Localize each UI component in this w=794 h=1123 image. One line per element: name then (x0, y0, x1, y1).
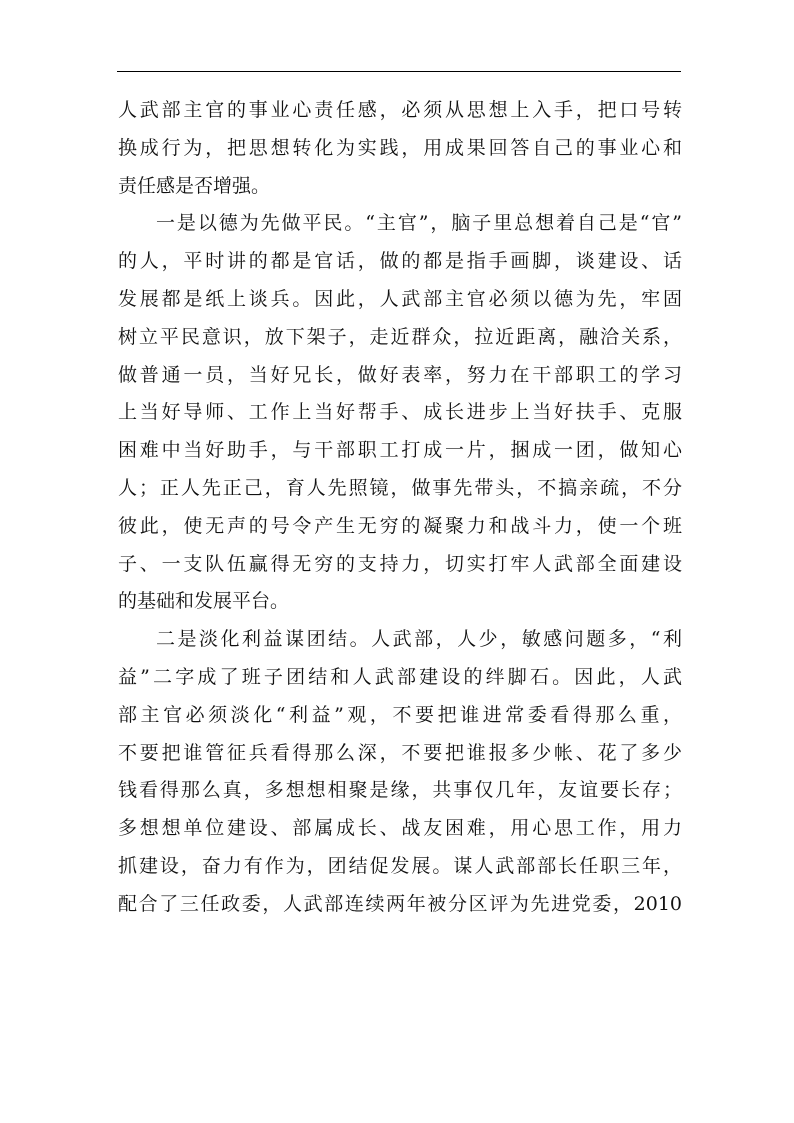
text-line: 子、一支队伍赢得无穷的支持力，切实打牢人武部全面建设 (118, 552, 682, 575)
text-line: 的基础和发展平台。 (118, 590, 290, 613)
text-line: 不要把谁管征兵看得那么深，不要把谁报多少帐、花了多少 (118, 741, 682, 764)
text-line: 部主官必须淡化“利益”观，不要把谁进常委看得那么重， (118, 703, 682, 726)
text-line: 抓建设，奋力有作为，团结促发展。谋人武部部长任职三年， (118, 854, 682, 877)
text-line: 人武部主官的事业心责任感，必须从思想上入手，把口号转 (118, 99, 682, 121)
text-line: 彼此，使无声的号令产生无穷的凝聚力和战斗力，使一个班 (118, 514, 682, 537)
body-text (118, 92, 682, 924)
text-line: 困难中当好助手，与干部职工打成一片，捆成一团，做知心 (118, 439, 682, 462)
text-line: 上当好导师、工作上当好帮手、成长进步上当好扶手、克服 (118, 401, 682, 424)
text-line: 多想想单位建设、部属成长、战友困难，用心思工作，用力 (118, 817, 682, 840)
text-line: 的人，平时讲的都是官话，做的都是指手画脚，谈建设、话 (118, 250, 682, 273)
text-line: 责任感是否增强。 (118, 174, 271, 197)
header-rule (117, 71, 681, 72)
text-line: 人；正人先正己，育人先照镜，做事先带头，不搞亲疏，不分 (118, 476, 682, 499)
text-line: 换成行为，把思想转化为实践，用成果回答自己的事业心和 (118, 136, 682, 159)
text-line: 益”二字成了班子团结和人武部建设的绊脚石。因此，人武 (118, 665, 682, 688)
text-line: 做普通一员，当好兄长，做好表率，努力在干部职工的学习 (118, 363, 682, 386)
paragraph-first-line: 二是淡化利益谋团结。人武部，人少，敏感问题多，“利 (156, 628, 682, 651)
text-line: 发展都是纸上谈兵。因此，人武部主官必须以德为先，牢固 (118, 287, 682, 310)
paragraph-first-line: 一是以德为先做平民。“主官”，脑子里总想着自己是“官” (156, 212, 682, 235)
text-line: 配合了三任政委，人武部连续两年被分区评为先进党委，2010 (118, 892, 682, 915)
text-line: 钱看得那么真，多想想相聚是缘，共事仅几年，友谊要长存； (118, 779, 682, 802)
text-line: 树立平民意识，放下架子，走近群众，拉近距离，融洽关系， (118, 325, 682, 348)
